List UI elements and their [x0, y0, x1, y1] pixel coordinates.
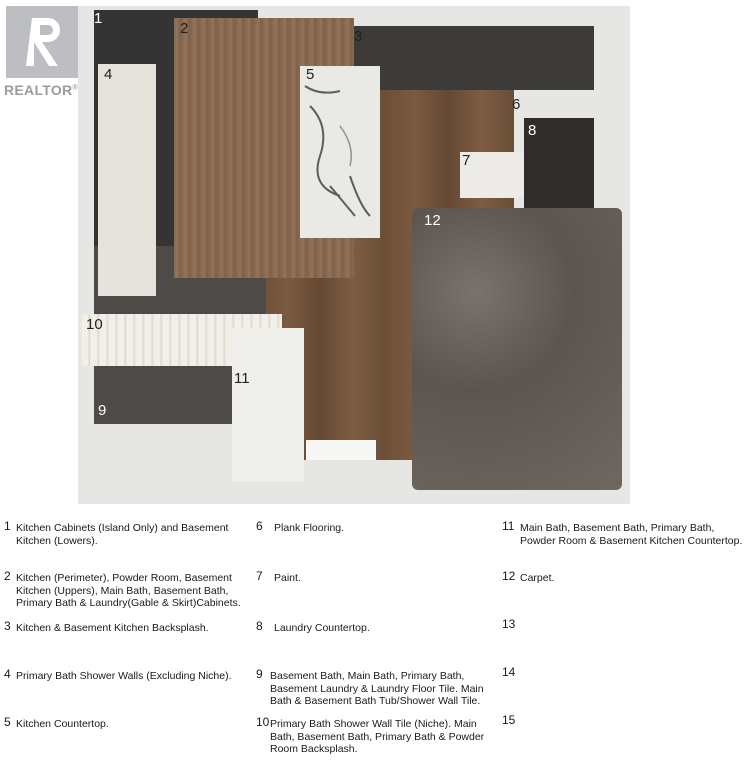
swatch-number-9: 9 [98, 402, 107, 419]
swatch-number-12: 12 [424, 212, 441, 229]
swatch-4 [98, 64, 156, 296]
swatch-number-5: 5 [306, 66, 315, 83]
realtor-logo-icon [6, 6, 82, 78]
swatch-number-1: 1 [94, 10, 103, 27]
swatch-5 [300, 66, 380, 238]
swatch-11 [232, 328, 304, 482]
swatch-number-2: 2 [180, 20, 189, 37]
swatch-number-7: 7 [462, 152, 471, 169]
swatch-3 [348, 26, 594, 90]
swatch-number-4: 4 [104, 66, 113, 83]
swatch-number-3: 3 [354, 28, 363, 45]
swatch-number-6: 6 [512, 96, 521, 113]
material-board [78, 6, 630, 504]
swatch-12 [412, 208, 622, 490]
swatch-number-10: 10 [86, 316, 103, 333]
realtor-watermark [0, 0, 90, 104]
realtor-wordmark: REALTOR® [4, 82, 78, 98]
swatch-number-11: 11 [234, 370, 250, 387]
product-label [306, 440, 376, 460]
swatch-number-8: 8 [528, 122, 537, 139]
